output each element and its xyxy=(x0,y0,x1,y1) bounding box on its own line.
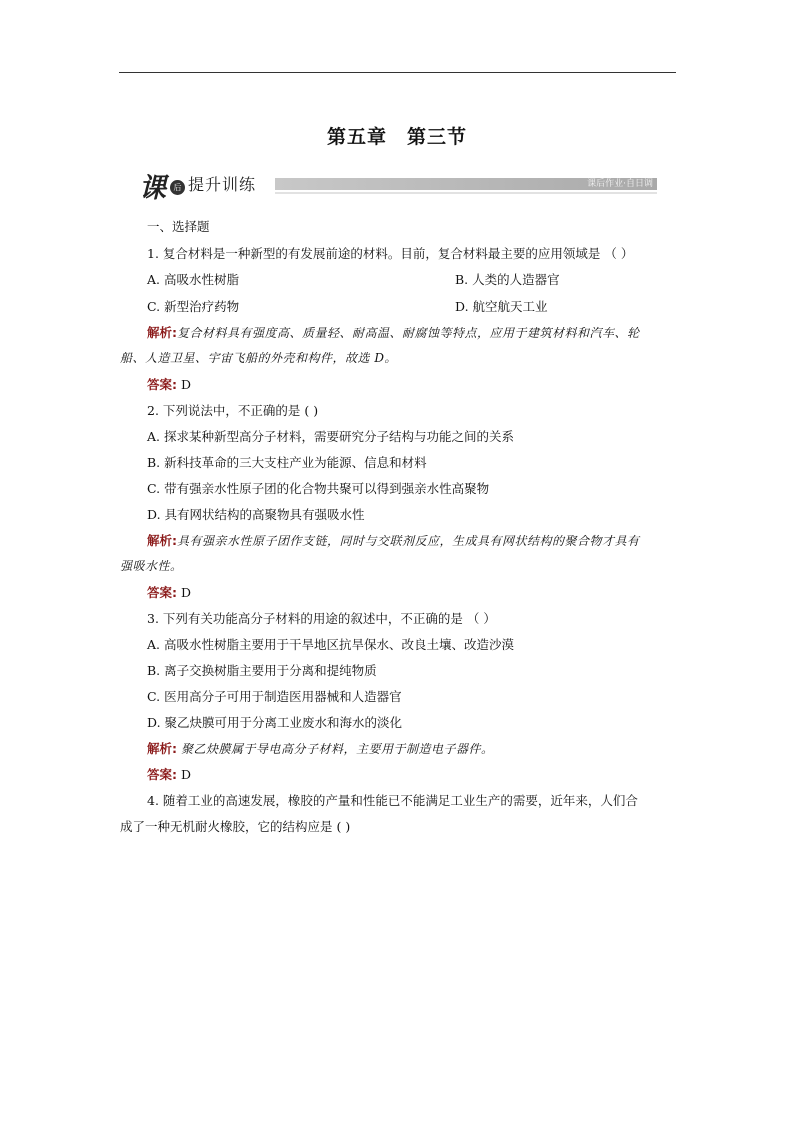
explanation-label: 解析: xyxy=(147,741,177,756)
question-3-answer xyxy=(147,765,191,783)
answer-label: 答案: xyxy=(147,767,177,782)
question-1-option-a: A. 高吸水性树脂 xyxy=(147,272,239,287)
answer-value: D xyxy=(180,767,192,782)
answer-value: D xyxy=(180,377,192,392)
answer-label: 答案: xyxy=(147,377,177,392)
question-1-answer xyxy=(147,375,191,393)
answer-label: 答案: xyxy=(147,585,177,600)
header-rule xyxy=(119,72,676,73)
question-1-explanation xyxy=(147,323,640,341)
question-3-option-c: C. 医用高分子可用于制造医用器械和人造器官 xyxy=(147,689,402,704)
question-2-option-a: A. 探求某种新型高分子材料，需要研究分子结构与功能之间的关系 xyxy=(147,429,514,444)
question-2-explanation xyxy=(147,531,640,549)
question-1-option-d: D. 航空航天工业 xyxy=(455,299,548,314)
question-3-explanation xyxy=(147,739,494,757)
question-3-option-b: B. 离子交换树脂主要用于分离和提纯物质 xyxy=(147,663,377,678)
explanation-label: 解析: xyxy=(147,533,177,548)
question-2-option-b: B. 新科技革命的三大支柱产业为能源、信息和材料 xyxy=(147,455,427,470)
question-1-stem: 1. 复合材料是一种新型的有发展前途的材料。目前，复合材料最主要的应用领域是 （ ） xyxy=(147,246,634,261)
explanation-text: 聚乙炔膜属于导电高分子材料，主要用于制造电子器件。 xyxy=(180,742,494,756)
banner-logo-badge: 后 xyxy=(170,180,185,195)
question-2-explanation-cont: 强吸水性。 xyxy=(120,559,183,573)
question-3-option-a: A. 高吸水性树脂主要用于干旱地区抗旱保水、改良土壤、改造沙漠 xyxy=(147,637,514,652)
banner-bar xyxy=(275,178,657,190)
section-banner xyxy=(137,166,659,204)
question-1-option-c: C. 新型治疗药物 xyxy=(147,299,240,314)
banner-title: 提升训练 xyxy=(188,175,257,194)
page-title: 第五章 第三节 xyxy=(326,126,467,148)
question-3-stem: 3. 下列有关功能高分子材料的用途的叙述中，不正确的是 （ ） xyxy=(147,611,496,626)
question-1-explanation-cont: 船、人造卫星、宇宙飞船的外壳和构件，故选 D。 xyxy=(120,351,397,365)
question-2-answer xyxy=(147,583,191,601)
question-2-option-c: C. 带有强亲水性原子团的化合物共聚可以得到强亲水性高聚物 xyxy=(147,481,490,496)
question-2-option-d: D. 具有网状结构的高聚物具有强吸水性 xyxy=(147,507,365,522)
explanation-text: 复合材料具有强度高、质量轻、耐高温、耐腐蚀等特点，应用于建筑材料和汽车、轮 xyxy=(177,326,640,340)
explanation-label: 解析: xyxy=(147,325,177,340)
question-1-option-b: B. 人类的人造器官 xyxy=(455,272,560,287)
question-4-stem: 4. 随着工业的高速发展，橡胶的产量和性能已不能满足工业生产的需要，近年来，人们合 xyxy=(147,793,638,808)
explanation-text: 具有强亲水性原子团作支链，同时与交联剂反应，生成具有网状结构的聚合物才具有 xyxy=(177,534,640,548)
banner-logo: 课 xyxy=(139,173,166,204)
answer-value: D xyxy=(180,585,192,600)
banner-bar-label: 课后作业·自日调 xyxy=(587,179,653,189)
banner-shadow xyxy=(275,192,657,194)
question-2-stem: 2. 下列说法中，不正确的是 ( ) xyxy=(147,403,319,418)
question-4-stem-cont: 成了一种无机耐火橡胶，它的结构应是 ( ) xyxy=(120,819,351,834)
question-3-option-d: D. 聚乙炔膜可用于分离工业废水和海水的淡化 xyxy=(147,715,403,730)
section-heading: 一、选择题 xyxy=(147,219,210,234)
